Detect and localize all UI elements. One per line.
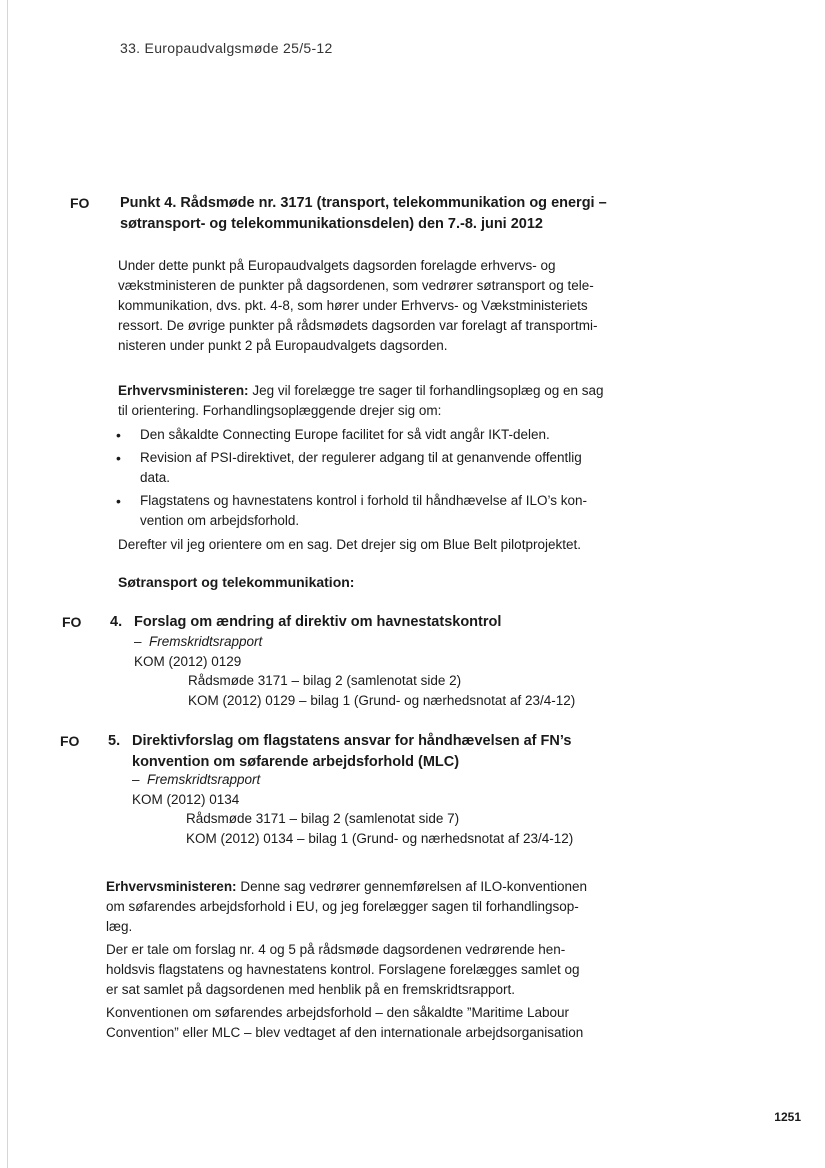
section-heading-line1: Punkt 4. Rådsmøde nr. 3171 (transport, telekommunikation og energi – <box>120 195 607 211</box>
minister-statement <box>106 877 606 1043</box>
item-number: 4. <box>110 614 123 630</box>
intro-line: Under dette punkt på Europaudvalgets dagsorden forelagde erhvervs- og <box>118 258 556 273</box>
page-header: 33. Europaudvalgsmøde 25/5-12 <box>120 40 333 56</box>
list-item: • Den såkaldte Connecting Europe facilitet for så vidt angår IKT-delen. <box>116 425 616 445</box>
statement-text: Der er tale om forslag nr. 4 og 5 på rådsmøde dagsordenen vedrørende hen- <box>106 942 566 957</box>
scan-edge-line <box>7 0 8 1168</box>
intro-line: ressort. De øvrige punkter på rådsmødets dagsorden var forelagt af transportmi- <box>118 318 598 333</box>
item-title <box>132 731 571 773</box>
item-number: 5. <box>108 733 121 749</box>
doc-reference <box>188 671 575 711</box>
statement-text: Convention” eller MLC – blev vedtaget af den internationale arbejdsorganisation <box>106 1025 584 1040</box>
statement-text: Jeg vil forelægge tre sager til forhandlingsoplæg og en sag <box>248 383 604 398</box>
statement-text: er sat samlet på dagsordenen med henblik på en fremskridtsrapport. <box>106 982 515 997</box>
statement-text: læg. <box>106 919 133 934</box>
doc-reference-line: Rådsmøde 3171 – bilag 2 (samlenotat side 7) <box>186 811 460 826</box>
kom-reference: KOM (2012) 0129 <box>134 654 242 669</box>
section-heading <box>120 193 607 235</box>
item-status <box>132 770 260 790</box>
dash: – <box>134 634 142 649</box>
page-number: 1251 <box>774 1110 801 1124</box>
statement-text: holdsvis flagstatens og havnestatens kontrol. Forslagene forelægges samlet og <box>106 962 580 977</box>
margin-tag-fo: FO <box>70 195 90 211</box>
doc-reference-line: KOM (2012) 0129 – bilag 1 (Grund- og nærhedsnotat af 23/4-12) <box>188 693 576 708</box>
intro-line: kommunikation, dvs. pkt. 4-8, som hører under Erhvervs- og Vækstministeriets <box>118 298 588 313</box>
bullet-list <box>116 425 616 534</box>
subheading: Søtransport og telekommunikation: <box>118 574 355 590</box>
statement-text: til orientering. Forhandlingsoplæggende drejer sig om: <box>118 403 442 418</box>
item-title-line: konvention om søfarende arbejdsforhold (MLC) <box>132 754 460 770</box>
margin-tag-fo: FO <box>62 614 82 630</box>
statement-text: Konventionen om søfarendes arbejdsforhold – den såkaldte ”Maritime Labour <box>106 1005 570 1020</box>
status-text: Fremskridtsrapport <box>149 634 263 649</box>
list-item: • Flagstatens og havnestatens kontrol i forhold til håndhævelse af ILO’s kon- vention om arbejdsforhold. <box>116 491 616 531</box>
statement-text: Denne sag vedrører gennemførelsen af ILO-konventionen <box>236 879 588 894</box>
speaker-label: Erhvervsministeren: <box>106 879 237 894</box>
closing-statement: Derefter vil jeg orientere om en sag. Det drejer sig om Blue Belt pilotprojektet. <box>118 537 581 552</box>
minister-statement <box>118 381 618 421</box>
list-item: • Revision af PSI-direktivet, der regulerer adgang til at genanvende offentlig data. <box>116 448 616 488</box>
item-title-line: Direktivforslag om flagstatens ansvar for håndhævelsen af FN’s <box>132 733 572 749</box>
doc-reference-line: Rådsmøde 3171 – bilag 2 (samlenotat side 2) <box>188 673 462 688</box>
kom-reference: KOM (2012) 0134 <box>132 792 240 807</box>
doc-reference-line: KOM (2012) 0134 – bilag 1 (Grund- og nærhedsnotat af 23/4-12) <box>186 831 574 846</box>
statement-text: om søfarendes arbejdsforhold i EU, og jeg forelægger sagen til forhandlingsop- <box>106 899 579 914</box>
item-title: Forslag om ændring af direktiv om havnestatskontrol <box>134 614 502 630</box>
speaker-label: Erhvervsministeren: <box>118 383 249 398</box>
status-text: Fremskridtsrapport <box>147 772 261 787</box>
doc-reference <box>186 809 573 849</box>
intro-line: vækstministeren de punkter på dagsordenen, som vedrører søtransport og tele- <box>118 278 594 293</box>
section-heading-line2: søtransport- og telekommunikationsdelen) den 7.-8. juni 2012 <box>120 216 543 232</box>
intro-paragraph <box>118 256 608 356</box>
dash: – <box>132 772 140 787</box>
margin-tag-fo: FO <box>60 733 80 749</box>
item-status <box>134 632 262 652</box>
intro-line: nisteren under punkt 2 på Europaudvalgets dagsorden. <box>118 338 448 353</box>
